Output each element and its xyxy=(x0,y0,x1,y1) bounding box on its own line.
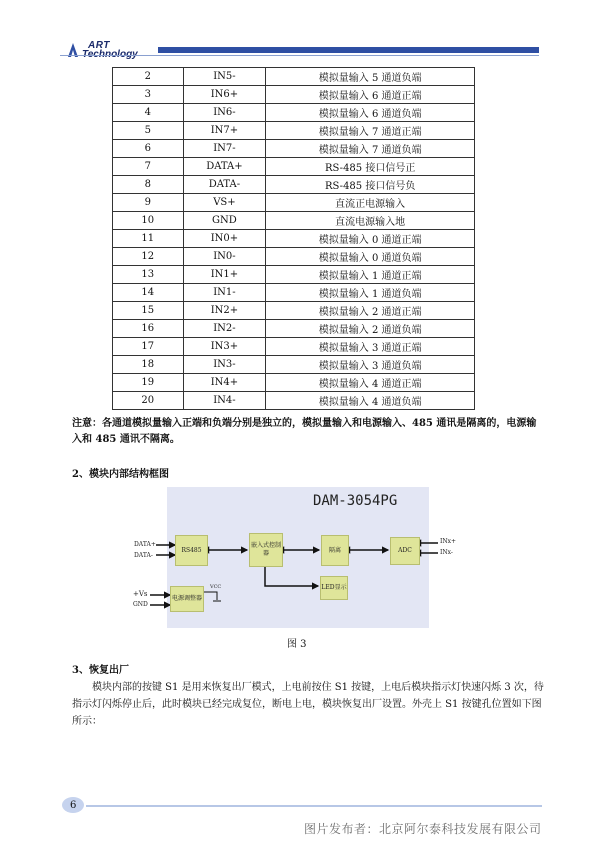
table-row xyxy=(113,320,475,338)
table-row xyxy=(113,86,475,104)
table-row xyxy=(113,266,475,284)
label-data-plus: DATA+ xyxy=(134,541,156,548)
figure-caption: 图 3 xyxy=(287,639,307,650)
section-heading-block-diagram: 2、模块内部结构框图 xyxy=(72,469,169,480)
table-row xyxy=(113,158,475,176)
label-vcc: VCC xyxy=(210,584,222,590)
logo-text-art: ART xyxy=(88,40,110,51)
pin-description-cell: 模拟量输入 2 通道负端 xyxy=(266,320,475,338)
pin-name-cell: IN2+ xyxy=(183,302,266,320)
table-row xyxy=(113,140,475,158)
pin-number-cell: 7 xyxy=(113,158,184,176)
pin-number-cell: 6 xyxy=(113,140,184,158)
publisher-watermark: 图片发布者：北京阿尔泰科技发展有限公司 xyxy=(304,822,542,836)
pin-number-cell: 3 xyxy=(113,86,184,104)
pin-name-cell: IN2- xyxy=(183,320,266,338)
table-row xyxy=(113,338,475,356)
pin-name-cell: IN6- xyxy=(183,104,266,122)
pin-name-cell: IN6+ xyxy=(183,86,266,104)
factory-reset-paragraph: 模块内部的按键 S1 是用来恢复出厂模式，上电前按住 S1 按键，上电后模块指示灯快速闪烁 3 次，待指示灯闪烁停止后，此时模块已经完成复位，断电上电，模块恢复出厂设置。外壳上 S1 按键孔位置如下图所示： xyxy=(72,682,544,727)
pin-number-cell: 11 xyxy=(113,230,184,248)
table-row xyxy=(113,194,475,212)
pin-description-cell: 直流电源输入地 xyxy=(266,212,475,230)
pin-name-cell: IN4+ xyxy=(183,374,266,392)
table-row xyxy=(113,374,475,392)
pin-number-cell: 5 xyxy=(113,122,184,140)
pin-number-cell: 20 xyxy=(113,392,184,410)
pin-description-cell: RS-485 接口信号负 xyxy=(266,176,475,194)
label-inx-minus: INx- xyxy=(440,549,453,556)
pin-name-cell: IN1+ xyxy=(183,266,266,284)
table-row xyxy=(113,284,475,302)
pin-number-cell: 8 xyxy=(113,176,184,194)
pin-name-cell: IN3+ xyxy=(183,338,266,356)
table-row xyxy=(113,68,475,86)
pin-name-cell: IN0+ xyxy=(183,230,266,248)
pin-description-cell: 模拟量输入 0 通道正端 xyxy=(266,230,475,248)
table-row xyxy=(113,356,475,374)
pin-name-cell: IN5- xyxy=(183,68,266,86)
led-display-block: LED显示 xyxy=(320,576,348,600)
table-row xyxy=(113,230,475,248)
pin-description-cell: 模拟量输入 2 通道正端 xyxy=(266,302,475,320)
pin-number-cell: 2 xyxy=(113,68,184,86)
pin-number-cell: 9 xyxy=(113,194,184,212)
block-diagram xyxy=(120,483,457,633)
pin-description-cell: RS-485 接口信号正 xyxy=(266,158,475,176)
pin-name-cell: DATA- xyxy=(183,176,266,194)
label-vs: +Vs xyxy=(133,590,148,598)
table-row xyxy=(113,212,475,230)
pin-description-cell: 模拟量输入 4 通道正端 xyxy=(266,374,475,392)
pin-description-cell: 模拟量输入 7 通道正端 xyxy=(266,122,475,140)
pin-number-cell: 16 xyxy=(113,320,184,338)
table-row xyxy=(113,104,475,122)
section-heading-factory-reset: 3、恢复出厂 xyxy=(72,665,129,676)
pin-description-cell: 模拟量输入 6 通道负端 xyxy=(266,104,475,122)
module-title: DAM-3054PG xyxy=(313,493,398,509)
table-row xyxy=(113,122,475,140)
header-rule xyxy=(60,55,539,56)
pin-name-cell: IN7+ xyxy=(183,122,266,140)
footer-rule xyxy=(86,805,542,807)
pin-description-cell: 模拟量输入 6 通道正端 xyxy=(266,86,475,104)
isolation-block: 隔离 xyxy=(321,535,349,566)
pin-description-cell: 模拟量输入 1 通道正端 xyxy=(266,266,475,284)
pin-description-cell: 直流正电源输入 xyxy=(266,194,475,212)
company-logo xyxy=(66,40,156,62)
table-row xyxy=(113,248,475,266)
header-accent-bar xyxy=(158,47,539,53)
pin-description-cell: 模拟量输入 4 通道负端 xyxy=(266,392,475,410)
pin-name-cell: DATA+ xyxy=(183,158,266,176)
pin-number-cell: 12 xyxy=(113,248,184,266)
pin-description-cell: 模拟量输入 3 通道负端 xyxy=(266,356,475,374)
page-header xyxy=(0,0,600,60)
label-inx-plus: INx+ xyxy=(440,538,457,545)
pin-name-cell: IN3- xyxy=(183,356,266,374)
table-row xyxy=(113,302,475,320)
pin-description-cell: 模拟量输入 0 通道负端 xyxy=(266,248,475,266)
pin-number-cell: 15 xyxy=(113,302,184,320)
pin-description-cell: 模拟量输入 1 通道负端 xyxy=(266,284,475,302)
table-row xyxy=(113,392,475,410)
controller-block: 嵌入式控制器 xyxy=(249,533,283,567)
label-gnd: GND xyxy=(133,601,148,608)
page-number: 6 xyxy=(70,800,77,811)
pin-number-cell: 13 xyxy=(113,266,184,284)
power-regulator-block: 电源调整器 xyxy=(170,586,204,612)
pin-number-cell: 17 xyxy=(113,338,184,356)
pin-name-cell: IN4- xyxy=(183,392,266,410)
pin-description-cell: 模拟量输入 3 通道正端 xyxy=(266,338,475,356)
pin-name-cell: IN0- xyxy=(183,248,266,266)
table-row xyxy=(113,176,475,194)
pin-name-cell: VS+ xyxy=(183,194,266,212)
label-data-minus: DATA- xyxy=(134,552,153,559)
isolation-note: 注意：各通道模拟量输入正端和负端分别是独立的，模拟量输入和电源输入、485 通讯是隔离的，电源输入和 485 通讯不隔离。 xyxy=(72,418,537,445)
pin-name-cell: IN7- xyxy=(183,140,266,158)
pin-number-cell: 19 xyxy=(113,374,184,392)
pin-number-cell: 10 xyxy=(113,212,184,230)
pin-description-cell: 模拟量输入 7 通道负端 xyxy=(266,140,475,158)
pin-name-cell: IN1- xyxy=(183,284,266,302)
pin-number-cell: 14 xyxy=(113,284,184,302)
rs485-block: RS485 xyxy=(175,535,208,566)
pin-description-cell: 模拟量输入 5 通道负端 xyxy=(266,68,475,86)
pin-number-cell: 18 xyxy=(113,356,184,374)
adc-block: ADC xyxy=(390,537,420,565)
pin-definition-table xyxy=(112,67,475,410)
pin-number-cell: 4 xyxy=(113,104,184,122)
pin-name-cell: GND xyxy=(183,212,266,230)
